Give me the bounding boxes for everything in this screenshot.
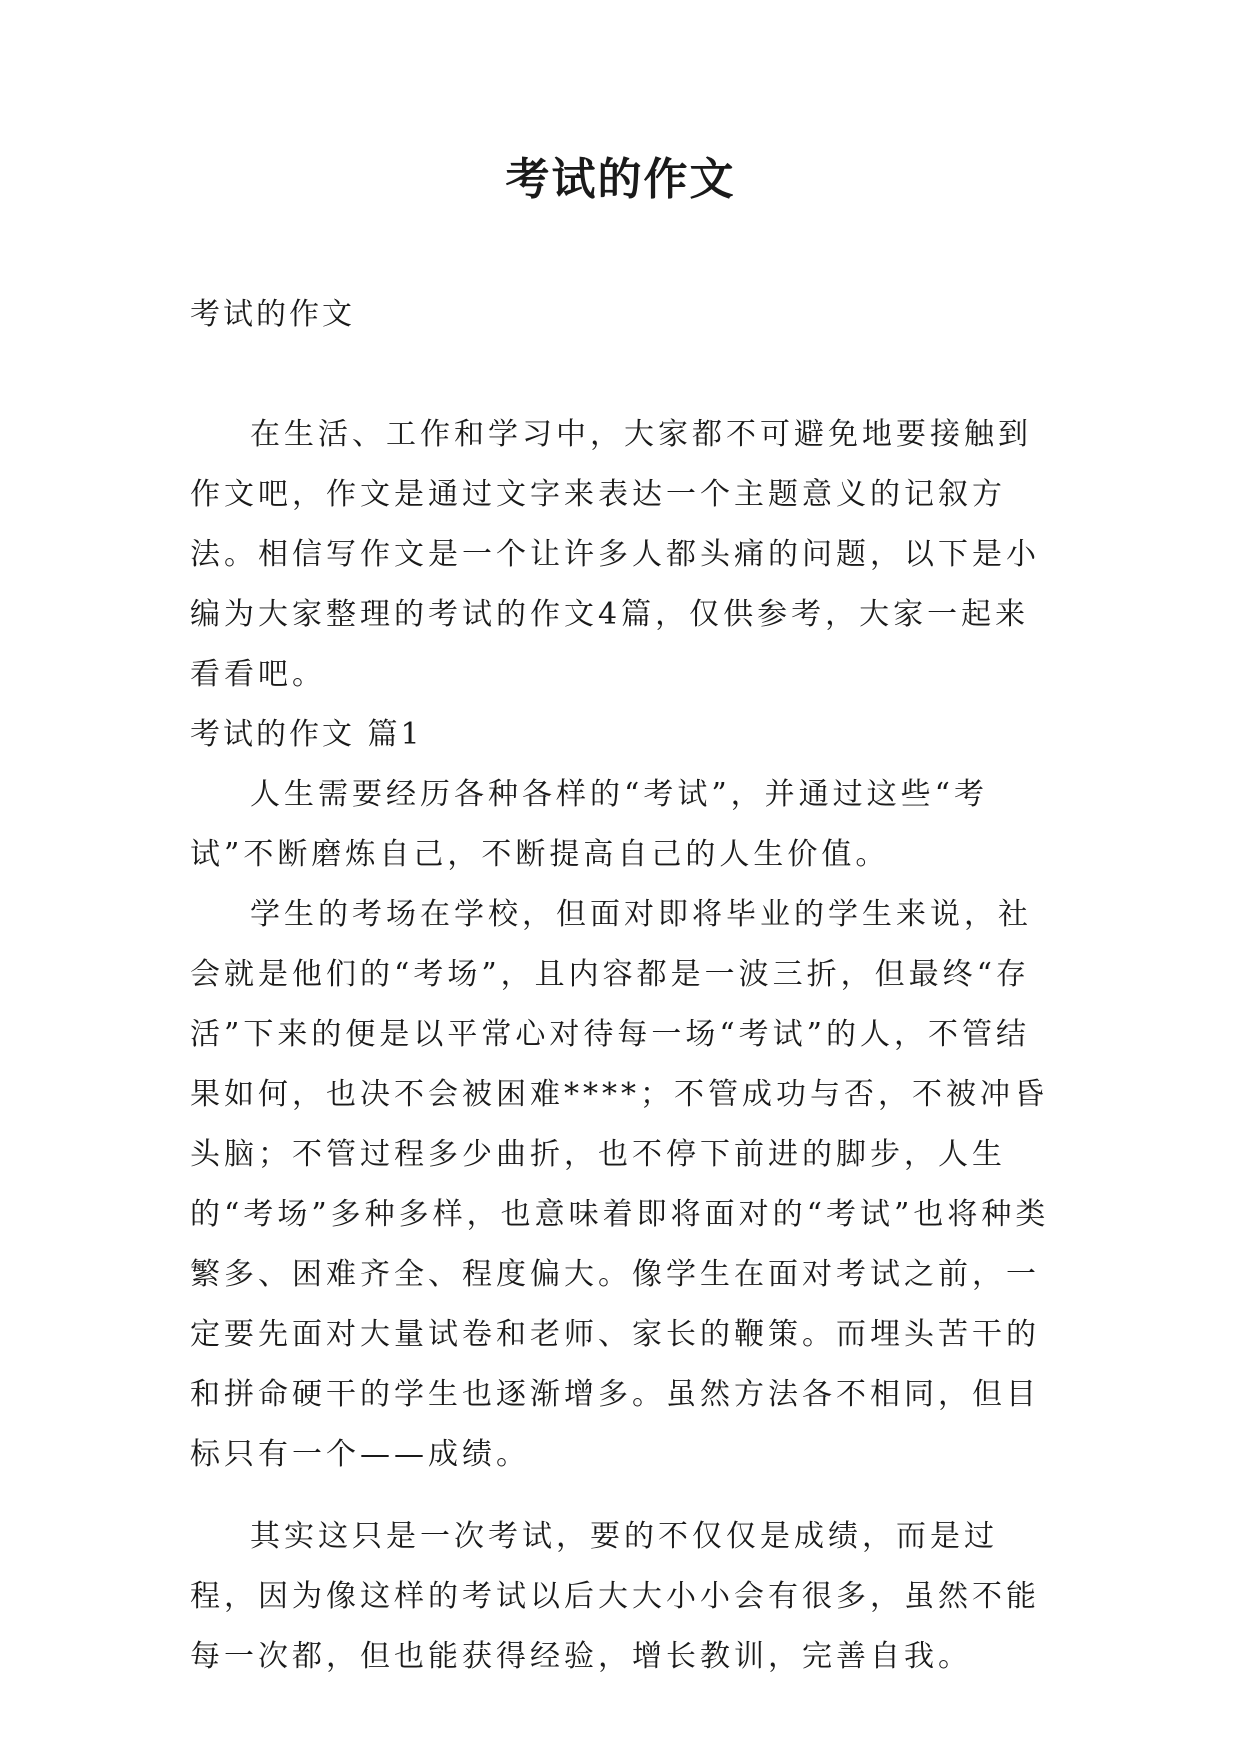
body-paragraph-1: 人生需要经历各种各样的“考试”，并通过这些“考试”不断磨炼自己，不断提高自己的人生价值。 <box>190 777 989 872</box>
body-paragraph-3: 其实这只是一次考试，要的不仅仅是成绩，而是过程，因为像这样的考试以后大大小小会有很多，虽然不能每一次都，但也能获得经验，增长教训，完善自我。 <box>190 1519 1040 1674</box>
document-subtitle: 考试的作文 <box>190 297 355 332</box>
document-body <box>190 285 1050 1687</box>
section-heading: 考试的作文 篇1 <box>190 717 423 752</box>
intro-paragraph: 在生活、工作和学习中，大家都不可避免地要接触到作文吧，作文是通过文字来表达一个主题意义的记叙方法。相信写作文是一个让许多人都头痛的问题，以下是小编为大家整理的考试的作文4篇，仅供参考，大家一起来看看吧。 <box>190 417 1040 692</box>
body-paragraph-2: 学生的考场在学校，但面对即将毕业的学生来说，社会就是他们的“考场”，且内容都是一波三折，但最终“存活”下来的便是以平常心对待每一场“考试”的人，不管结果如何，也决不会被困难****；不管成功与否，不被冲昏头脑；不管过程多少曲折，也不停下前进的脚步，人生的“考场”多种多样，也意味着即将面对的“考试”也将种类繁多、困难齐全、程度偏大。像学生在面对考试之前，一定要先面对大量试卷和老师、家长的鞭策。而埋头苦干的和拼命硬干的学生也逐渐增多。虽然方法各不相同，但目标只有一个——成绩。 <box>190 897 1050 1472</box>
page-title: 考试的作文 <box>505 154 736 205</box>
